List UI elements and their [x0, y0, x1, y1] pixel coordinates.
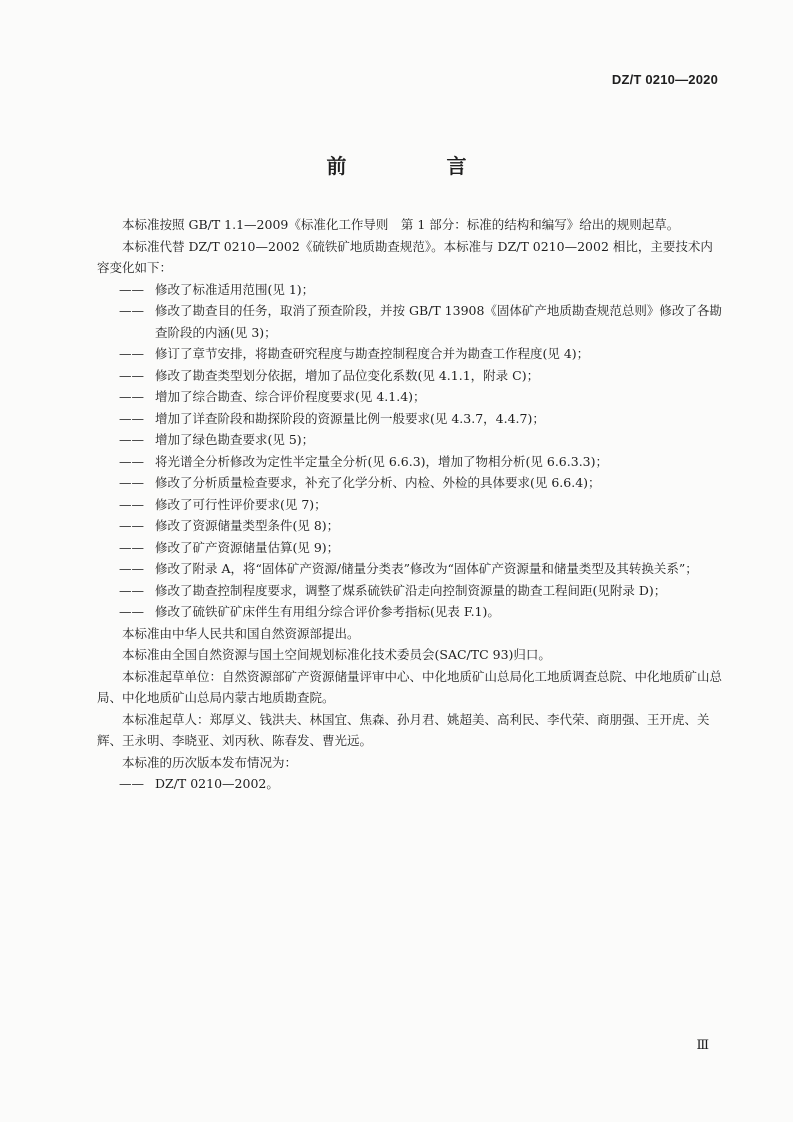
paragraph-proposed-by: 本标准由中华人民共和国自然资源部提出。 [122, 625, 360, 641]
list-item [97, 494, 725, 516]
list-item [97, 537, 725, 559]
dash-marker: —— [119, 604, 144, 619]
dash-marker: —— [119, 303, 144, 318]
list-item [97, 408, 725, 430]
dash-marker: —— [119, 432, 144, 447]
list-item [97, 279, 725, 301]
change-list [97, 279, 725, 623]
list-item-text: 修改了分析质量检查要求，补充了化学分析、内检、外检的具体要求(见 6.6.4)； [155, 475, 601, 490]
list-item-text: 修改了标准适用范围(见 1)； [155, 281, 315, 297]
list-item-text: 增加了详查阶段和勘探阶段的资源量比例一般要求(见 4.3.7，4.4.7)； [155, 410, 545, 426]
list-item-text: 修改了可行性评价要求(见 7)； [155, 496, 327, 512]
list-item [97, 601, 725, 623]
list-item [97, 515, 725, 537]
list-item [97, 300, 725, 343]
list-item-text: 修改了矿产资源储量估算(见 9)； [155, 539, 340, 555]
list-item-text: 修改了勘查类型划分依据，增加了品位变化系数(见 4.1.1，附录 C)； [155, 367, 540, 383]
list-item [97, 451, 725, 473]
dash-marker: —— [119, 367, 144, 383]
list-item [97, 472, 725, 494]
paragraph-replacement: 本标准代替 DZ/T 0210—2002《硫铁矿地质勘查规范》。本标准与 DZ/T 0210—2002 相比，主要技术内容变化如下： [97, 238, 713, 275]
list-item [97, 386, 725, 408]
list-item-text: 修改了勘查目的任务，取消了预查阶段，并按 GB/T 13908《固体矿产地质勘查规范总则》修改了各勘查阶段的内涵(见 3)； [155, 303, 722, 340]
dash-marker: —— [119, 496, 144, 512]
history-item [97, 773, 725, 795]
history-item-text: DZ/T 0210—2002。 [155, 776, 279, 791]
dash-marker: —— [119, 518, 144, 533]
page-number: Ⅲ [696, 1038, 709, 1053]
standard-code: DZ/T 0210—2020 [611, 72, 718, 87]
foreword-body [97, 214, 725, 795]
dash-marker: —— [119, 539, 144, 555]
dash-marker: —— [119, 475, 144, 490]
paragraph-centralized-by: 本标准由全国自然资源与国土空间规划标准化技术委员会(SAC/TC 93)归口。 [122, 647, 551, 662]
dash-marker: —— [119, 453, 144, 469]
list-item-text: 修改了硫铁矿矿床伴生有用组分综合评价参考指标(见表 F.1)。 [155, 604, 500, 619]
list-item [97, 558, 725, 580]
list-item-text: 修改了资源储量类型条件(见 8)； [155, 518, 340, 533]
list-item [97, 365, 725, 387]
dash-marker: —— [119, 582, 144, 598]
dash-marker: —— [119, 561, 144, 576]
list-item-text: 修订了章节安排，将勘查研究程度与勘查控制程度合并为勘查工作程度(见 4)； [155, 346, 590, 361]
list-item-text: 将光谱全分析修改为定性半定量全分析(见 6.6.3)，增加了物相分析(见 6.6.3.3)； [155, 453, 608, 469]
dash-marker: —— [119, 346, 144, 361]
list-item [97, 343, 725, 365]
paragraph-drafters: 本标准起草人：郑厚义、钱洪夫、林国宜、焦森、孙月君、姚超美、高利民、李代荣、商朋强、王开虎、关辉、王永明、李晓亚、刘丙秋、陈春发、曹光远。 [97, 711, 710, 748]
list-item [97, 580, 725, 602]
paragraph-drafting-basis: 本标准按照 GB/T 1.1—2009《标准化工作导则 第 1 部分：标准的结构和编写》给出的规则起草。 [122, 217, 680, 232]
list-item-text: 增加了综合勘查、综合评价程度要求(见 4.1.4)； [155, 389, 426, 404]
dash-marker: —— [119, 410, 144, 426]
dash-marker: —— [119, 776, 144, 791]
list-item-text: 修改了勘查控制程度要求，调整了煤系硫铁矿沿走向控制资源量的勘查工程间距(见附录 D)； [155, 582, 667, 598]
list-item [97, 429, 725, 451]
dash-marker: —— [119, 281, 144, 297]
list-item-text: 增加了绿色勘查要求(见 5)； [155, 432, 315, 447]
paragraph-version-history: 本标准的历次版本发布情况为： [122, 754, 298, 770]
list-item-text: 修改了附录 A，将“固体矿产资源/储量分类表”修改为“固体矿产资源量和储量类型及其转换关系”； [155, 561, 698, 576]
paragraph-drafting-units: 本标准起草单位：自然资源部矿产资源储量评审中心、中化地质矿山总局化工地质调查总院、中化地质矿山总局、中化地质矿山总局内蒙古地质勘查院。 [97, 668, 723, 705]
dash-marker: —— [119, 389, 144, 404]
page-title: 前 言 [326, 154, 507, 178]
